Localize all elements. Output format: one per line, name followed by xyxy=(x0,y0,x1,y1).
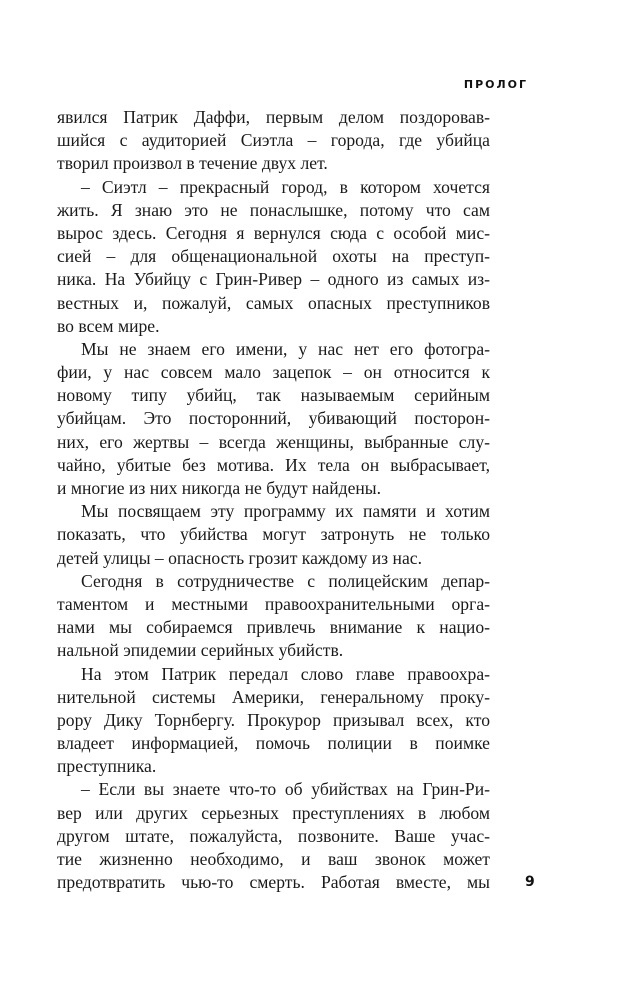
text-line: нами мы собираемся привлечь внимание к нацио- xyxy=(57,617,490,638)
text-line: – Сиэтл – прекрасный город, в котором хочется xyxy=(81,176,490,197)
text-line: творил произвол в течение двух лет. xyxy=(57,153,328,174)
text-line: На этом Патрик передал слово главе правоохра- xyxy=(81,663,490,684)
text-line: другом штате, пожалуйста, позвоните. Ваше учас- xyxy=(57,825,490,846)
text-line: Сегодня в сотрудничестве с полицейским депар- xyxy=(81,570,490,591)
body-text xyxy=(57,106,490,894)
text-line: них, его жертвы – всегда женщины, выбранные слу- xyxy=(57,431,490,452)
text-line: фии, у нас совсем мало зацепок – он относится к xyxy=(57,362,490,383)
text-line: шийся с аудиторией Сиэтла – города, где убийца xyxy=(57,130,490,151)
text-line: нальной эпидемии серийных убийств. xyxy=(57,640,344,661)
text-line: Мы не знаем его имени, у нас нет его фотогра- xyxy=(81,338,490,359)
text-line: вестных и, пожалуй, самых опасных преступников xyxy=(57,292,490,313)
text-line: ника. На Убийцу с Грин-Ривер – одного из самых из- xyxy=(57,269,490,290)
text-line: показать, что убийства могут затронуть не только xyxy=(57,524,490,545)
text-line: вырос здесь. Сегодня я вернулся сюда с особой мис- xyxy=(57,222,490,243)
running-header: ПРОЛОГ xyxy=(463,78,528,91)
text-line: чайно, убитые без мотива. Их тела он выбрасывает, xyxy=(57,454,490,475)
text-line: рору Дику Торнбергу. Прокурор призывал всех, кто xyxy=(57,709,490,730)
text-line: явился Патрик Даффи, первым делом поздоровав- xyxy=(57,107,490,127)
page-number: 9 xyxy=(525,874,535,890)
text-line: новому типу убийц, так называемым серийным xyxy=(57,385,490,406)
text-line: вер или других серьезных преступлениях в любом xyxy=(57,802,490,823)
text-line: детей улицы – опасность грозит каждому из нас. xyxy=(57,547,422,568)
text-line: нительной системы Америки, генеральному проку- xyxy=(57,686,490,707)
text-line: предотвратить чью-то смерть. Работая вместе, мы xyxy=(57,872,490,893)
text-line: владеет информацией, помочь полиции в поимке xyxy=(57,733,490,754)
text-line: сией – для общенациональной охоты на преступ- xyxy=(57,246,490,267)
text-line: и многие из них никогда не будут найдены. xyxy=(57,478,382,498)
text-line: тие жизненно необходимо, и ваш звонок может xyxy=(57,849,490,869)
text-line: – Если вы знаете что-то об убийствах на Грин-Ри- xyxy=(81,779,490,800)
text-line: преступника. xyxy=(57,756,157,777)
text-line: жить. Я знаю это не понаслышке, потому что сам xyxy=(57,199,490,220)
text-line: таментом и местными правоохранительными орга- xyxy=(57,593,490,614)
text-line: убийцам. Это посторонний, убивающий посторон- xyxy=(57,408,490,429)
text-line: во всем мире. xyxy=(57,315,160,336)
text-line: Мы посвящаем эту программу их памяти и хотим xyxy=(81,501,490,522)
